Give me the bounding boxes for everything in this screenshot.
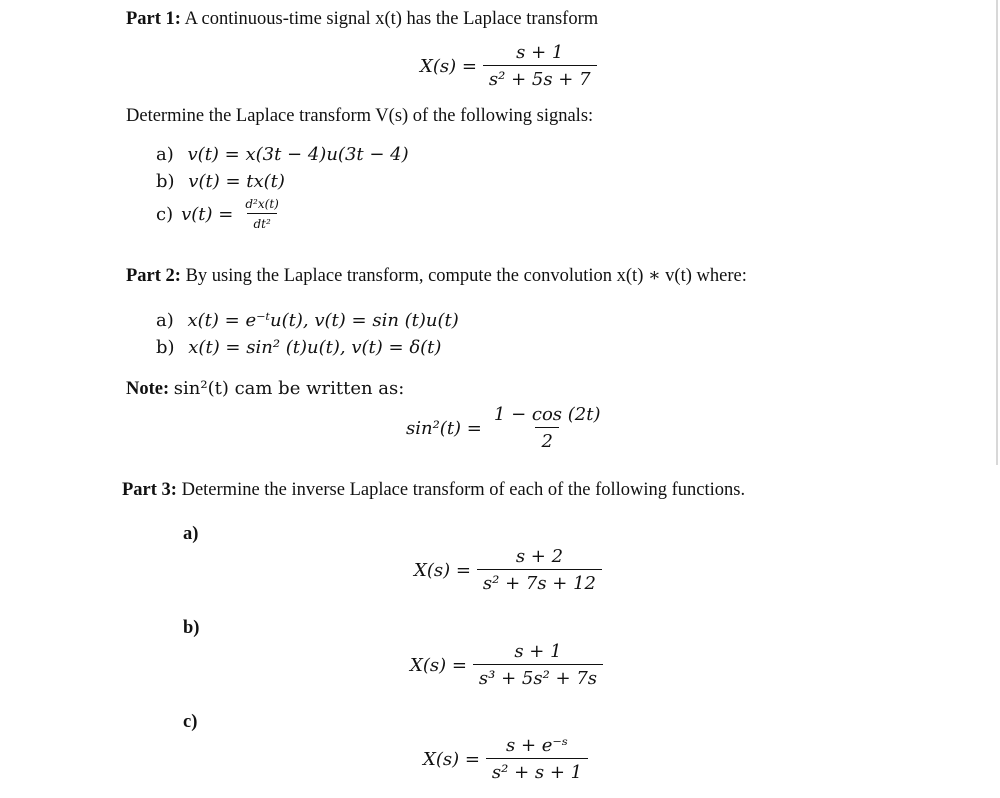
part3-item-c-equation <box>423 735 588 783</box>
item-letter: b) <box>156 337 175 358</box>
item-numerator: d²x(t) <box>245 197 279 211</box>
item-letter: b) <box>156 171 175 192</box>
part3-label: Part 3: <box>122 480 177 500</box>
part3-item-a-equation <box>414 546 602 594</box>
note-label: Note: <box>126 379 170 399</box>
part2-item-b <box>156 337 441 358</box>
equation-lhs: X(s) = <box>410 654 467 676</box>
part2-intro: By using the Laplace transform, compute the convolution x(t) ∗ v(t) where: <box>185 266 747 286</box>
part3-item-b-equation <box>410 641 603 689</box>
part1-instruction: Determine the Laplace transform V(s) of the following signals: <box>126 106 594 126</box>
part1-heading <box>126 9 598 30</box>
equation-numerator: s + 2 <box>515 546 564 567</box>
equation-denominator: 2 <box>535 427 558 452</box>
page-edge <box>996 250 998 465</box>
part3-item-b-letter: b) <box>183 618 200 638</box>
part2-note <box>126 378 404 400</box>
item-denominator: dt² <box>247 213 276 231</box>
page-edge <box>996 0 998 250</box>
equation-numerator: 1 − cos (2t) <box>493 404 601 425</box>
equation-lhs: X(s) = <box>423 748 480 770</box>
part2-note-equation <box>406 404 606 452</box>
equation-numerator: s + e⁻ˢ <box>506 735 568 756</box>
equation-lhs: sin²(t) = <box>406 417 482 439</box>
part1-item-c <box>156 197 285 231</box>
part2-item-a <box>156 310 459 331</box>
part1-equation <box>420 42 597 90</box>
item-letter: a) <box>156 144 174 165</box>
equation-lhs: X(s) = <box>414 559 471 581</box>
part1-label: Part 1: <box>126 9 181 29</box>
item-expression: x(t) = sin² (t)u(t), v(t) = δ(t) <box>188 337 442 358</box>
part3-item-a-letter: a) <box>183 524 199 544</box>
part1-item-b <box>156 171 285 192</box>
equation-numerator: s + 1 <box>514 641 562 662</box>
part3-intro: Determine the inverse Laplace transform of each of the following functions. <box>181 480 746 500</box>
equation-denominator: s² + s + 1 <box>486 758 588 783</box>
part3-heading <box>122 480 745 501</box>
part1-item-a <box>156 144 409 165</box>
equation-denominator: s³ + 5s² + 7s <box>473 664 603 689</box>
part2-heading <box>126 265 747 287</box>
item-expression: v(t) = x(3t − 4)u(3t − 4) <box>187 144 409 165</box>
part1-intro: A continuous-time signal x(t) has the Laplace transform <box>184 9 599 29</box>
equation-denominator: s² + 5s + 7 <box>483 65 597 90</box>
equation-numerator: s + 1 <box>516 42 564 63</box>
item-letter: c) <box>156 203 174 225</box>
item-lhs: v(t) = <box>181 203 234 225</box>
item-expression: v(t) = tx(t) <box>188 171 285 192</box>
note-text: sin²(t) cam be written as: <box>173 378 405 399</box>
equation-denominator: s² + 7s + 12 <box>477 569 602 594</box>
part2-label: Part 2: <box>126 266 181 286</box>
item-expression: x(t) = e⁻ᵗu(t), v(t) = sin (t)u(t) <box>187 310 459 331</box>
item-letter: a) <box>156 310 174 331</box>
part3-item-c-letter: c) <box>183 712 198 732</box>
equation-lhs: X(s) = <box>420 55 477 77</box>
